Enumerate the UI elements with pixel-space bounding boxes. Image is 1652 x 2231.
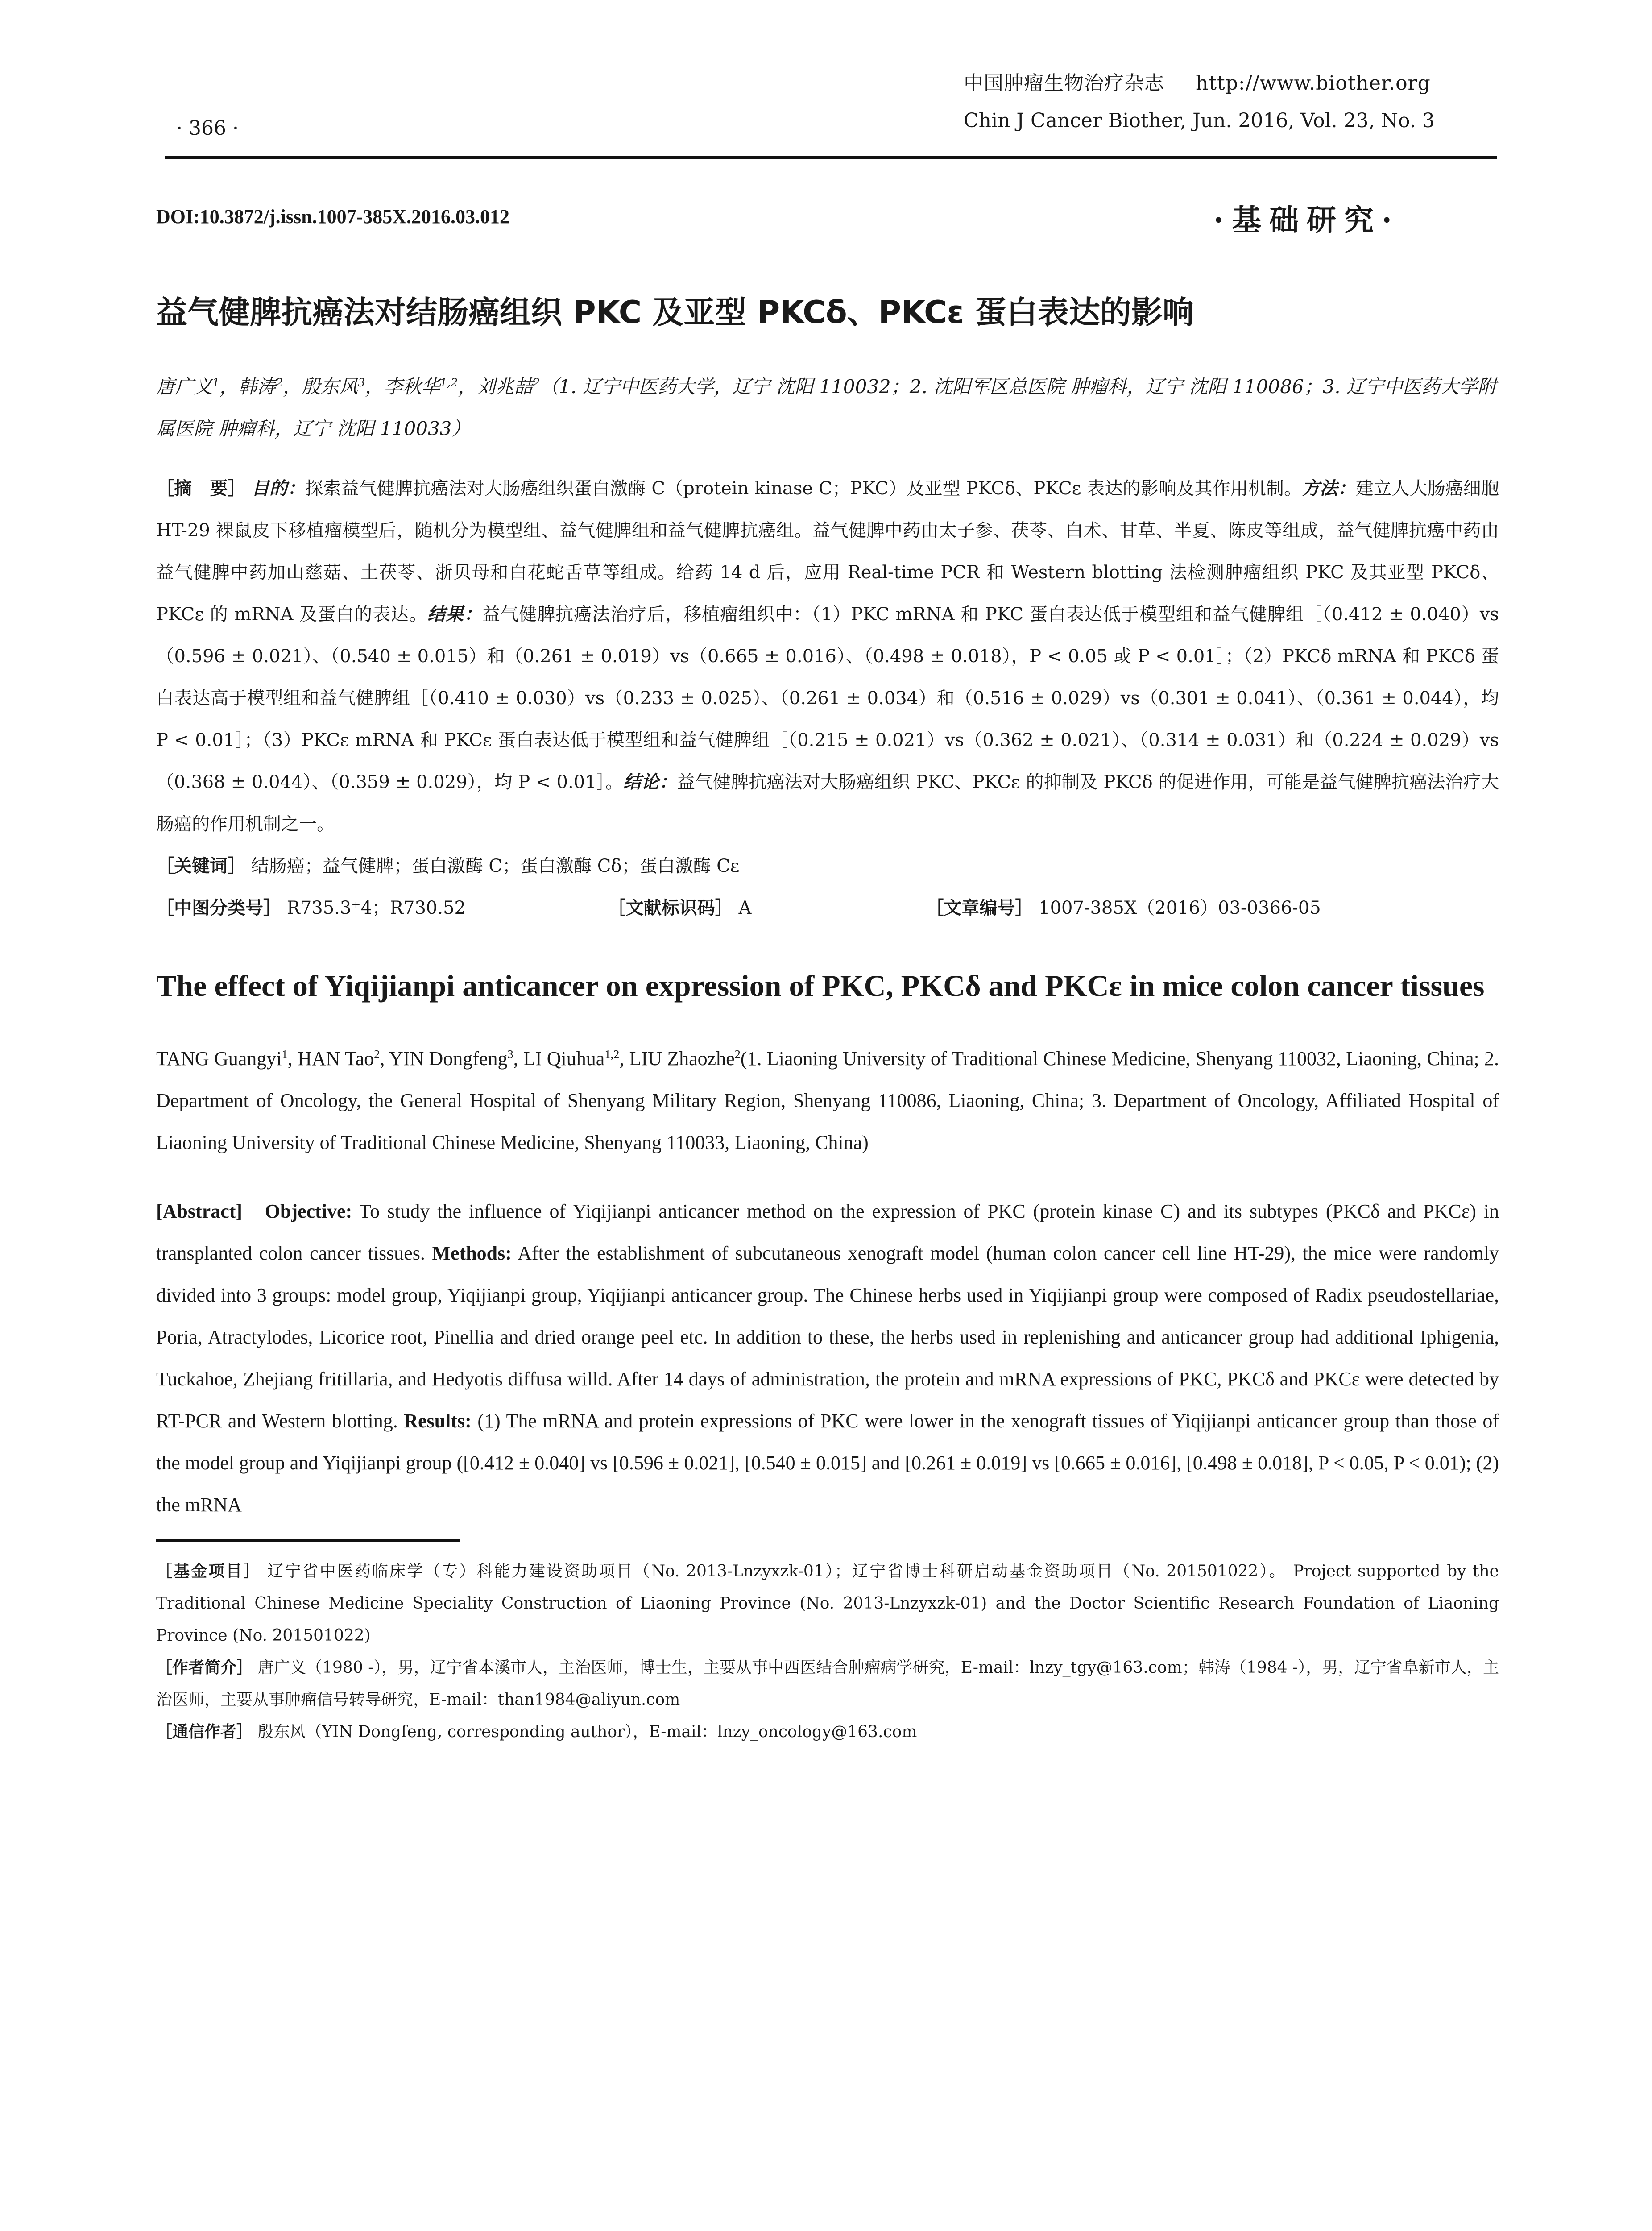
author-name-en: YIN Dongfeng: [389, 1048, 508, 1070]
conclusion-text-cn: 益气健脾抗癌法对大肠癌组织 PKC、PKCε 的抑制及 PKCδ 的促进作用，可能是益气健脾抗癌法治疗大肠癌的作用机制之一。: [156, 772, 1499, 834]
objective-text-cn: 探索益气健脾抗癌法对大肠癌组织蛋白激酶 C（protein kinase C；PKC）及亚型 PKCδ、PKCε 表达的影响及其作用机制。: [305, 478, 1302, 499]
methods-text-cn: 建立人大肠癌细胞 HT-29 裸鼠皮下移植瘤模型后，随机分为模型组、益气健脾组和益气健脾抗癌组。益气健脾中药由太子参、茯苓、白术、甘草、半夏、陈皮等组成，益气健脾抗癌中药由益气健脾中药加山慈菇、土茯苓、浙贝母和白花蛇舌草等组成。给药 14 d 后，应用 Real-time PCR 和 Western blotting 法检测肿瘤组织 PKC 及其亚型 PKCδ、PKCε 的 mRNA 及蛋白的表达。: [156, 478, 1499, 625]
author-affil-sup: 1,2: [604, 1047, 620, 1061]
doc-code-group: [608, 887, 920, 929]
author-name: 李秋华: [384, 376, 440, 398]
author-affil-sup: 1: [282, 1047, 288, 1061]
author-name-en: LI Qiuhua: [523, 1048, 605, 1070]
author-name: 唐广义: [156, 376, 213, 398]
affiliations-en: (1. Liaoning University of Traditional Chinese Medicine, Shenyang 110032, Liaoning, China; 2. Department of Oncology, the General Hospital of Shenyang Military Region, Shenyang 110086, Liaoning, China; 3. Department of Oncology, Affiliated Hospital of Liaoning University of Traditional Chinese Medicine, Shenyang 110033, Liaoning, China): [156, 1048, 1499, 1153]
abstract-cn: [156, 468, 1499, 845]
author-name: 殷东风: [302, 376, 358, 398]
clc-group: [156, 887, 602, 929]
keywords-cn: [156, 845, 1499, 887]
journal-name-cn: 中国肿瘤生物治疗杂志: [964, 72, 1164, 95]
author-bio-label: ［作者简介］: [156, 1659, 253, 1677]
author-name: 刘兆喆: [476, 376, 533, 398]
objective-label-en: Objective:: [265, 1200, 352, 1222]
article-no-label: ［文章编号］: [926, 898, 1033, 918]
results-text-cn: 益气健脾抗癌法治疗后，移植瘤组织中：（1）PKC mRNA 和 PKC 蛋白表达低于模型组和益气健脾组［（0.412 ± 0.040）vs（0.596 ± 0.021）、（0.540 ± 0.015）和（0.261 ± 0.019）vs（0.665 ± 0.016）、（0.498 ± 0.018），P < 0.05 或 P < 0.01］；（2）PKCδ mRNA 和 PKCδ 蛋白表达高于模型组和益气健脾组［（0.410 ± 0.030）vs（0.233 ± 0.025）、（0.261 ± 0.034）和（0.516 ± 0.029）vs（0.301 ± 0.041）、（0.361 ± 0.044），均 P < 0.01］；（3）PKCε mRNA 和 PKCε 蛋白表达低于模型组和益气健脾组［（0.215 ± 0.021）vs（0.362 ± 0.021）、（0.314 ± 0.031）和（0.224 ± 0.029）vs（0.368 ± 0.044）、（0.359 ± 0.029），均 P < 0.01］。: [156, 604, 1499, 792]
content-column: [156, 290, 1499, 1775]
funding-label: ［基金项目］: [156, 1562, 261, 1580]
methods-label-en: Methods:: [432, 1242, 512, 1264]
author-name: 韩涛: [238, 376, 276, 398]
author-affil-sup: 2: [734, 1047, 741, 1061]
journal-url[interactable]: http://www.biother.org: [1196, 72, 1431, 95]
article-title-en: The effect of Yiqijianpi anticancer on expression of PKC, PKCδ and PKCε in mice colon cancer tissues: [156, 969, 1485, 1003]
article-no-value: 1007-385X（2016）03-0366-05: [1039, 898, 1321, 918]
corresponding-text: 殷东风（YIN Dongfeng, corresponding author），E-mail：lnzy_oncology@163.com: [257, 1723, 917, 1741]
authors-cn: 唐广义$^1$，韩涛$^2$，殷东风$^3$，李秋华$^{1,2}$，刘兆喆$^2$（1. 辽宁中医药大学，辽宁 沈阳 110032；2. 沈阳军区总医院 肿瘤科，辽宁 沈阳 110086；3. 辽宁中医药大学附属医院 肿瘤科，辽宁 沈阳 110033）: [156, 376, 1497, 440]
article-no-group: [926, 887, 1321, 929]
doi-row: [0, 187, 1652, 241]
results-label-en: Results:: [404, 1410, 472, 1432]
page-number: · 366 ·: [176, 117, 239, 140]
objective-label-cn: 目的：: [251, 478, 306, 499]
abstract-label-en: [Abstract]: [156, 1200, 243, 1222]
keywords-value: 结肠癌；益气健脾；蛋白激酶 C；蛋白激酶 Cδ；蛋白激酶 Cε: [251, 856, 740, 876]
funding-text-cn: 辽宁省中医药临床学（专）科能力建设资助项目（No. 2013-Lnzyxzk-01）；辽宁省博士科研启动基金资助项目（No. 201501022）。: [267, 1562, 1287, 1580]
objective-text-en: To study the influence of Yiqijianpi anticancer method on the expression of PKC (protein kinase C) and its subtypes (PKCδ and PKCε) in transplanted colon cancer tissues.: [156, 1200, 1499, 1264]
author-affil-sup: 2: [533, 376, 540, 389]
corresponding-label: ［通信作者］: [156, 1723, 253, 1741]
corresponding-author-note: [156, 1716, 1499, 1748]
doc-code-value: A: [738, 898, 752, 918]
conclusion-label-cn: 结论：: [623, 771, 677, 792]
keywords-label: ［关键词］: [156, 856, 245, 876]
classification-line: [156, 887, 1499, 929]
header-divider: [165, 156, 1497, 159]
running-head-journal: [964, 67, 1431, 95]
clc-label: ［中图分类号］: [156, 898, 281, 918]
article-title-cn: 益气健脾抗癌法对结肠癌组织 PKC 及亚型 PKCδ、PKCε 蛋白表达的影响: [156, 294, 1194, 331]
doi[interactable]: DOI:10.3872/j.issn.1007-385X.2016.03.012: [156, 206, 510, 228]
author-affil-sup: 1,2: [440, 376, 458, 389]
results-label-cn: 结果：: [427, 604, 483, 625]
author-bio-note: [156, 1652, 1499, 1716]
author-name-en: HAN Tao: [298, 1048, 374, 1070]
author-name-en: TANG Guangyi: [156, 1048, 282, 1070]
author-affil-sup: 2: [374, 1047, 380, 1061]
author-name-en: LIU Zhaozhe: [629, 1048, 735, 1070]
abstract-label-cn: ［摘 要］: [156, 478, 246, 499]
author-bio-text: 唐广义（1980 -），男，辽宁省本溪市人，主治医师，博士生，主要从事中西医结合肿瘤病学研究，E-mail：lnzy_tgy@163.com；韩涛（1984 -），男，辽宁省阜新市人，主治医师，主要从事肿瘤信号转导研究，E-mail：than1984@aliyun.com: [156, 1659, 1499, 1709]
clc-value: R735.3⁺4；R730.52: [286, 898, 466, 918]
author-affil-sup: 3: [507, 1047, 513, 1061]
funding-text-en: Project supported by the Traditional Chinese Medicine Speciality Construction of Liaoning Province (No. 2013-Lnzyxzk-01) and the Doctor Scientific Research Foundation of Liaoning Province (No. 201501022): [156, 1562, 1499, 1645]
authors-en: TANG Guangyi$^1$, HAN Tao$^2$, YIN Dongfeng$^3$, LI Qiuhua$^{1,2}$, LIU Zhaozhe$^2$(1. Liaoning University of Traditional Chinese Medicine, Shenyang 110032, Liaoning, China; 2. Department of Oncology, the General Hospital of Shenyang Military Region, Shenyang 110086, Liaoning, China; 3. Department of Oncology, Affiliated Hospital of Liaoning University of Traditional Chinese Medicine, Shenyang 110033, Liaoning, China): [156, 1047, 1499, 1153]
author-affil-sup: 2: [276, 376, 283, 389]
affiliations-cn: （1. 辽宁中医药大学，辽宁 沈阳 110032；2. 沈阳军区总医院 肿瘤科，辽宁 沈阳 110086；3. 辽宁中医药大学附属医院 肿瘤科，辽宁 沈阳 110033）: [156, 376, 1497, 440]
footnote-divider: [156, 1539, 460, 1542]
funding-note: [156, 1555, 1499, 1652]
column-tag: ·基础研究·: [1213, 203, 1400, 237]
bottom-margin: [156, 1748, 1499, 1775]
methods-label-cn: 方法：: [1302, 478, 1356, 499]
abstract-en: [156, 1190, 1499, 1526]
results-text-en: (1) The mRNA and protein expressions of PKC were lower in the xenograft tissues of Yiqijianpi anticancer group than those of the model group and Yiqijianpi group ([0.412 ± 0.040] vs [0.596 ± 0.021], [0.540 ± 0.015] and [0.261 ± 0.019] vs [0.665 ± 0.016], [0.498 ± 0.018], P < 0.05, P < 0.01); (2) the mRNA: [156, 1410, 1499, 1516]
doc-code-label: ［文献标识码］: [608, 898, 733, 918]
page-header: [0, 0, 1652, 187]
author-affil-sup: 3: [358, 376, 365, 389]
methods-text-en: After the establishment of subcutaneous xenograft model (human colon cancer cell line HT-29), the mice were randomly divided into 3 groups: model group, Yiqijianpi group, Yiqijianpi anticancer group. The Chinese herbs used in Yiqijianpi group were composed of Radix pseudostellariae, Poria, Atractylodes, Licorice root, Pinellia and dried orange peel etc. In addition to these, the herbs used in replenishing and anticancer group had additional Iphigenia, Tuckahoe, Zhejiang fritillaria, and Hedyotis diffusa willd. After 14 days of administration, the protein and mRNA expressions of PKC, PKCδ and PKCε were detected by RT-PCR and Western blotting.: [156, 1242, 1499, 1432]
journal-citation-en: Chin J Cancer Biother, Jun. 2016, Vol. 23, No. 3: [964, 109, 1435, 132]
author-affil-sup: 1: [212, 376, 220, 389]
